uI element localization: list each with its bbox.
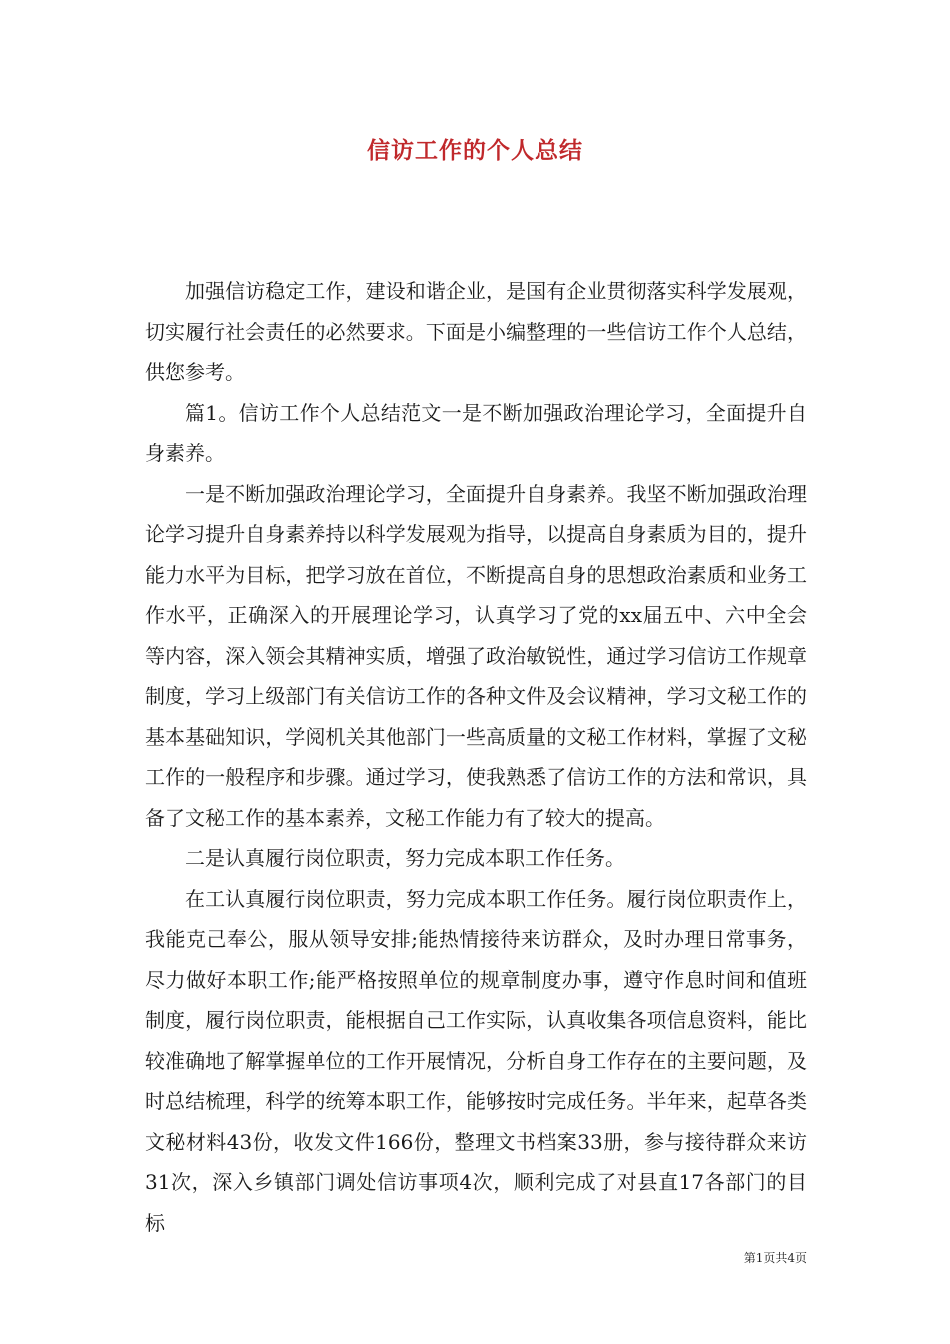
paragraph-intro: 加强信访稳定工作，建设和谐企业，是国有企业贯彻落实科学发展观，切实履行社会责任的必然要求。下面是小编整理的一些信访工作个人总结，供您参考。 <box>145 279 807 384</box>
page-number: 第1页共4页 <box>743 1251 807 1265</box>
document-title: 信访工作的个人总结 <box>367 137 583 164</box>
paragraph-duty: 在工认真履行岗位职责，努力完成本职工作任务。履行岗位职责作上，我能克己奉公，服从领导安排;能热情接待来访群众，及时办理日常事务，尽力做好本职工作;能严格按照单位的规章制度办事，遵守作息时间和值班制度，履行岗位职责，能根据自己工作实际，认真收集各项信息资料，能比较准确地了解掌握单位的工作开展情况，分析自身工作存在的主要问题，及时总结梳理，科学的统筹本职工作，能够按时完成任务。半年来，起草各类文秘材料43份，收发文件166份，整理文书档案33册，参与接待群众来访31次，深入乡镇部门调处信访事项4次，顺利完成了对县直17各部门的目标 <box>145 886 807 1235</box>
paragraph-duty-heading: 二是认真履行岗位职责，努力完成本职工作任务。 <box>185 846 625 870</box>
paragraph-section-1-heading: 篇1。信访工作个人总结范文一是不断加强政治理论学习，全面提升自身素养。 <box>145 400 807 465</box>
paragraph-study: 一是不断加强政治理论学习，全面提升自身素养。我坚不断加强政治理论学习提升自身素养持以科学发展观为指导，以提高自身素质为目的，提升能力水平为目标，把学习放在首位，不断提高自身的思想政治素质和业务工作水平，正确深入的开展理论学习，认真学习了党的xx届五中、六中全会等内容，深入领会其精神实质，增强了政治敏锐性，通过学习信访工作规章制度，学习上级部门有关信访工作的各种文件及会议精神，学习文秘工作的基本基础知识，学阅机关其他部门一些高质量的文秘工作材料，掌握了文秘工作的一般程序和步骤。通过学习，使我熟悉了信访工作的方法和常识，具备了文秘工作的基本素养，文秘工作能力有了较大的提高。 <box>145 481 807 830</box>
document-body <box>145 271 807 1243</box>
